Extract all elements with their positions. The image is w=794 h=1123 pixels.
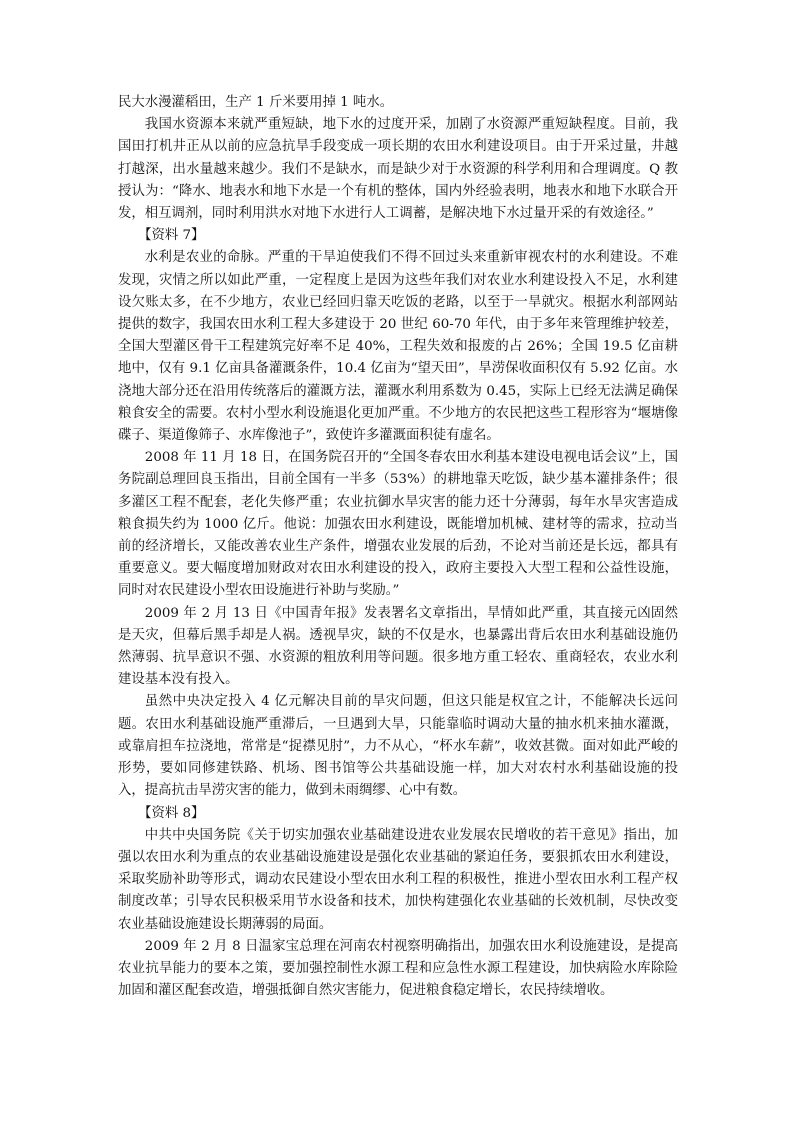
paragraph: 2009 年 2 月 13 日《中国青年报》发表署名文章指出，旱情如此严重，其直接元凶固然是天灾，但幕后黑手却是人祸。透视旱灾，缺的不仅是水，也暴露出背后农田水利基础设施仍然薄弱、抗旱意识不强、水资源的粗放利用等问题。很多地方重工轻农、重商轻农，农业水利建设基本没有投入。: [118, 605, 678, 688]
paragraph: 民大水漫灌稻田，生产 1 斤米要用掉 1 吨水。: [118, 95, 394, 110]
paragraph: 2009 年 2 月 8 日温家宝总理在河南农村视察明确指出，加强农田水利设施建设，是提高农业抗旱能力的要本之策，要加强控制性水源工程和应急性水源工程建设，加快病险水库除险加固和灌区配套改造，增强抵御自然灾害能力，促进粮食稳定增长，农民持续增收。: [118, 938, 678, 999]
document-page: [118, 92, 678, 1002]
paragraph: 虽然中央决定投入 4 亿元解决目前的旱灾问题，但这只能是权宜之计，不能解决长远问题。农田水利基础设施严重滞后，一旦遇到大旱，只能靠临时调动大量的抽水机来抽水灌溉，或靠肩担车拉浇地，常常是“捉襟见肘”，力不从心，“杯水车薪”，收效甚微。面对如此严峻的形势，要如同修建铁路、机场、图书馆等公共基础设施一样，加大对农村水利基础设施的投入，提高抗击旱涝灾害的能力，做到未雨绸缪、心中有数。: [118, 694, 678, 799]
paragraph: 2008 年 11 月 18 日，在国务院召开的“全国冬春农田水利基本建设电视电话会议”上，国务院副总理回良玉指出，目前全国有一半多（53%）的耕地靠天吃饭，缺少基本灌排条件；很多灌区工程不配套，老化失修严重；农业抗御水旱灾害的能力还十分薄弱，每年水旱灾害造成粮食损失约为 1000 亿斤。他说：加强农田水利建设，既能增加机械、建材等的需求，拉动当前的经济增长，又能改善农业生产条件，增强农业发展的后劲，不论对当前还是长远，都具有重要意义。要大幅度增加财政对农田水利建设的投入，政府主要投入大型工程和公益性设施，同时对农民建设小型农田设施进行补助与奖励。”: [118, 450, 678, 599]
paragraph: 水利是农业的命脉。严重的干旱迫使我们不得不回过头来重新审视农村的水利建设。不难发现，灾情之所以如此严重，一定程度上是因为这些年我们对农业水利建设投入不足，水利建设欠账太多，在不少地方，农业已经回归靠天吃饭的老路，以至于一旱就灾。根据水利部网站提供的数字，我国农田水利工程大多建设于 20 世纪 60-70 年代，由于多年来管理维护较差，全国大型灌区骨干工程建筑完好率不足 40%，工程失效和报废的占 26%；全国 19.5 亿亩耕地中，仅有 9.1 亿亩具备灌溉条件，10.4 亿亩为“望天田”，旱涝保收面积仅有 5.92 亿亩。水浇地大部分还在沿用传统落后的灌溉方法，灌溉水利用系数为 0.45，实际上已经无法满足确保粮食安全的需要。农村小型水利设施退化更加严重。不少地方的农民把这些工程形容为“堰塘像碟子、渠道像筛子、水库像池子”，致使许多灌溉面积徒有虚名。: [118, 250, 678, 444]
paragraph: 中共中央国务院《关于切实加强农业基础建设进农业发展农民增收的若干意见》指出，加强以农田水利为重点的农业基础设施建设是强化农业基础的紧迫任务，要狠抓农田水利建设，采取奖励补助等形式，调动农民建设小型农田水利工程的积极性，推进小型农田水利工程产权制度改革；引导农民积极采用节水设备和技术，加快构建强化农业基础的长效机制，尽快改变农业基础设施建设长期薄弱的局面。: [118, 827, 678, 932]
paragraph: 我国水资源本来就严重短缺，地下水的过度开采，加剧了水资源严重短缺程度。目前，我国田打机井正从以前的应急抗旱手段变成一项长期的农田水利建设项目。由于开采过量，井越打越深，出水量越来越少。我们不是缺水，而是缺少对于水资源的科学利用和合理调度。Q 教授认为：“降水、地表水和地下水是一个有机的整体，国内外经验表明，地表水和地下水联合开发，相互调剂，同时利用洪水对地下水进行人工调蓄，是解决地下水过量开采的有效途径。”: [118, 117, 678, 222]
section-heading: 【资料 8】: [138, 805, 205, 821]
section-heading: 【资料 7】: [138, 228, 205, 244]
